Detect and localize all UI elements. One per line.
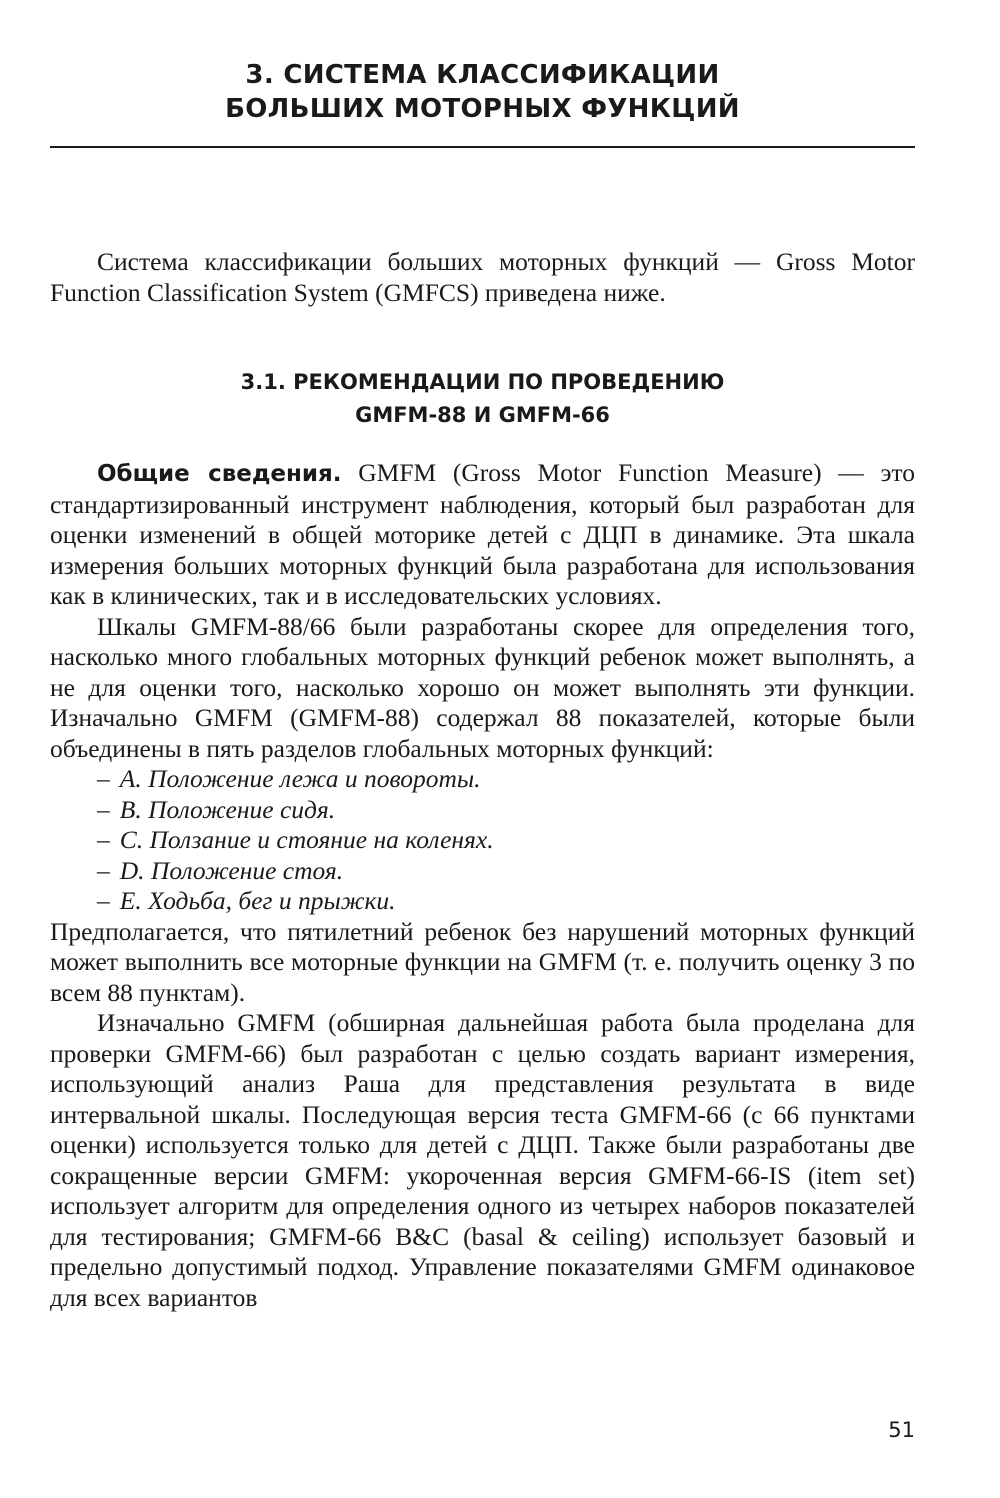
paragraph-versions: Изначально GMFM (обширная дальнейшая работа была проделана для проверки GMFM-66) был разработан с целью создать вариант измерения, использующий анализ Раша для представления результата в виде интервальной шкалы. Последующая версия теста GMFM-66 (с 66 пунктами оценки) используется только для детей с ДЦП. Также были разработаны две сокращенные версии GMFM: укороченная версия GMFM-66-IS (item set) использует алгоритм для определения одного из четырех наборов показателей для тестирования; GMFM-66 B&C (basal & ceiling) использует базовый и предельно допустимый подход. Управление показателями GMFM одинаковое для всех вариантов (50, 1008, 915, 1312)
list-item-text: B. Положение сидя. (119, 794, 336, 824)
list-item (97, 856, 915, 887)
list-item-text: E. Ходьба, бег и прыжки. (119, 886, 396, 915)
list-item-text: D. Положение стоя. (119, 855, 344, 885)
chapter-title-line-1: 3. СИСТЕМА КЛАССИФИКАЦИИ (245, 60, 720, 90)
section-content (50, 458, 915, 1313)
section-title-line-1: 3.1. РЕКОМЕНДАЦИИ ПО ПРОВЕДЕНИЮ (240, 370, 725, 394)
paragraph-text: GMFM (Gross Motor Function Measure) — это стандартизированный инструмент наблюдения, который был разработан для оценки изменений в общей моторике детей с ДЦП в динамике. Эта шкала измерения больших моторных функций была разработана для использования как в клинических, так и в исследовательских условиях. (50, 458, 915, 610)
list-item (97, 764, 915, 795)
paragraph-assumption: Предполагается, что пятилетний ребенок без нарушений моторных функций может выполнить все моторные функции на GMFM (т. е. получить оценку 3 по всем 88 пунктам). (50, 916, 915, 1007)
list-item (97, 886, 915, 917)
list-item (97, 795, 915, 826)
page-number: 51 (888, 1418, 915, 1442)
section-title-line-2: GMFM-88 И GMFM-66 (355, 403, 610, 427)
list-item-text: A. Положение лежа и повороты. (119, 764, 481, 793)
motor-sections-list (50, 764, 915, 917)
section-title (50, 366, 915, 432)
chapter-title (50, 58, 915, 126)
list-dash: – (97, 794, 110, 824)
title-divider (50, 146, 915, 148)
chapter-title-line-2: БОЛЬШИХ МОТОРНЫХ ФУНКЦИЙ (225, 94, 740, 124)
list-dash: – (97, 825, 110, 854)
paragraph-scales: Шкалы GMFM-88/66 были разработаны скорее для определения того, насколько много глобальных моторных функций ребенок может выполнять, а не для оценки того, насколько хорошо он может выполнять эти функции. Изначально GMFM (GMFM-88) содержал 88 показателей, которые были объединены в пять разделов глобальных моторных функций: (50, 611, 915, 763)
list-item-text: C. Ползание и стояние на коленях. (119, 825, 494, 854)
list-dash: – (97, 855, 110, 885)
list-dash: – (97, 764, 110, 793)
book-page (50, 0, 915, 1498)
list-item (97, 825, 915, 856)
paragraph-general-info (50, 458, 915, 612)
list-dash: – (97, 886, 110, 915)
paragraph-lead: Общие сведения. (97, 461, 342, 487)
intro-paragraph: Система классификации больших моторных функций — Gross Motor Function Classification System (GMFCS) приведена ниже. (50, 247, 915, 307)
